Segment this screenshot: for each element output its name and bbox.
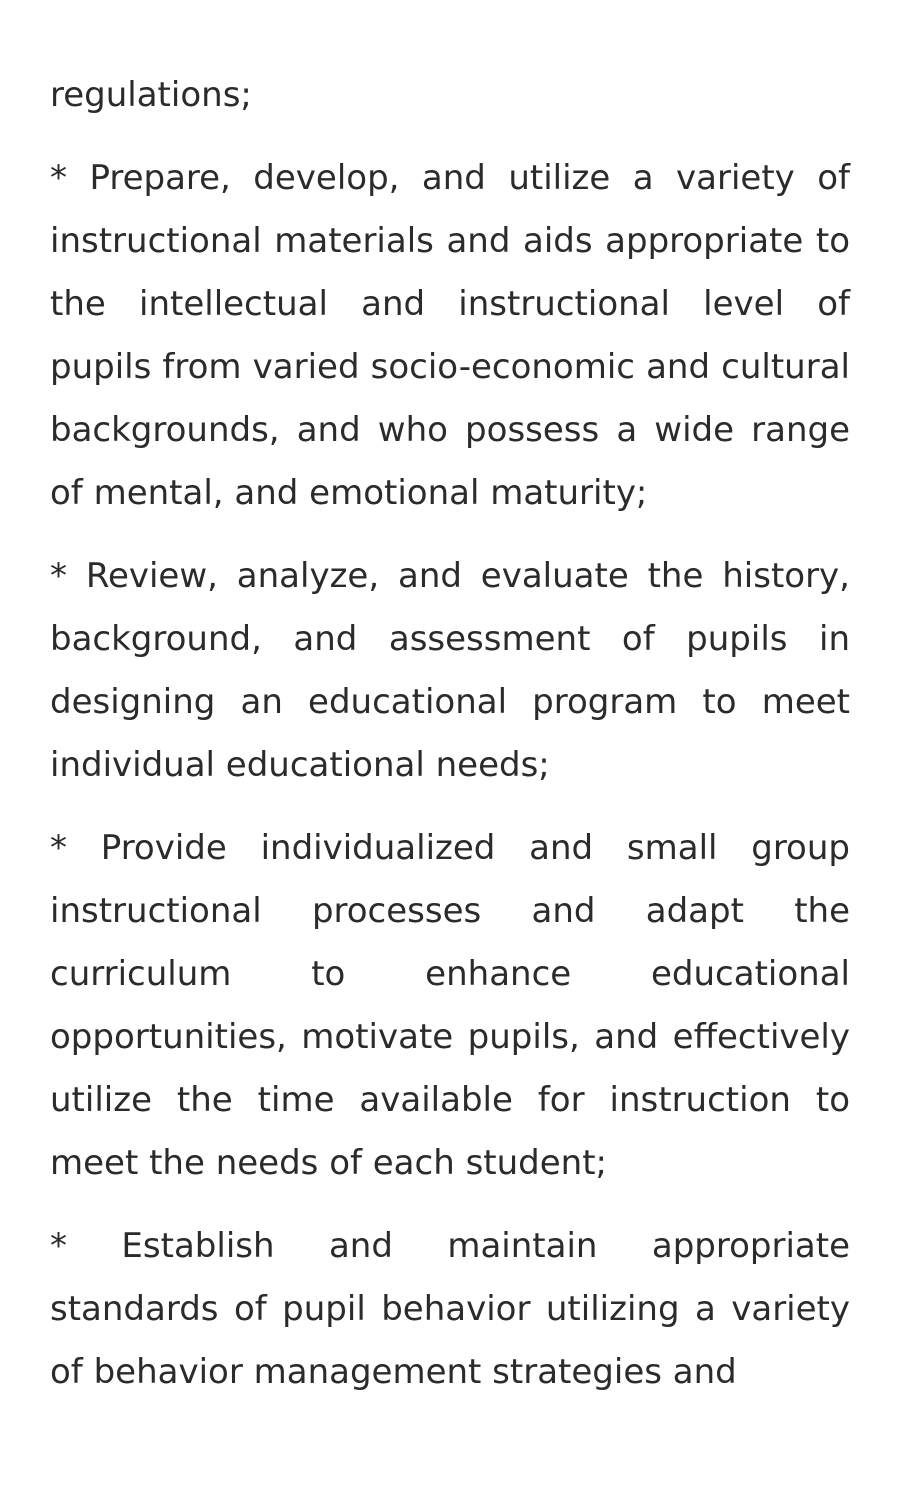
paragraph-review-pupils: * Review, analyze, and evaluate the history, background, and assessment of pupils in designing an educational program to meet individual educational needs; (50, 556, 850, 785)
paragraph-regulations: regulations; (50, 75, 252, 115)
paragraph-instructional-materials: * Prepare, develop, and utilize a variety of instructional materials and aids appropriate to the intellectual and instructional level of pupils from varied socio-economic and cultural backgrounds, and who possess a wide range of mental, and emotional maturity; (50, 158, 850, 513)
paragraph-behavior-standards: * Establish and maintain appropriate standards of pupil behavior utilizing a variety of behavior management strategies and (50, 1226, 850, 1392)
paragraph-individualized-instruction: * Provide individualized and small group instructional processes and adapt the curriculum to enhance educational opportunities, motivate pupils, and effectively utilize the time available for instruction to meet the needs of each student; (50, 828, 850, 1183)
